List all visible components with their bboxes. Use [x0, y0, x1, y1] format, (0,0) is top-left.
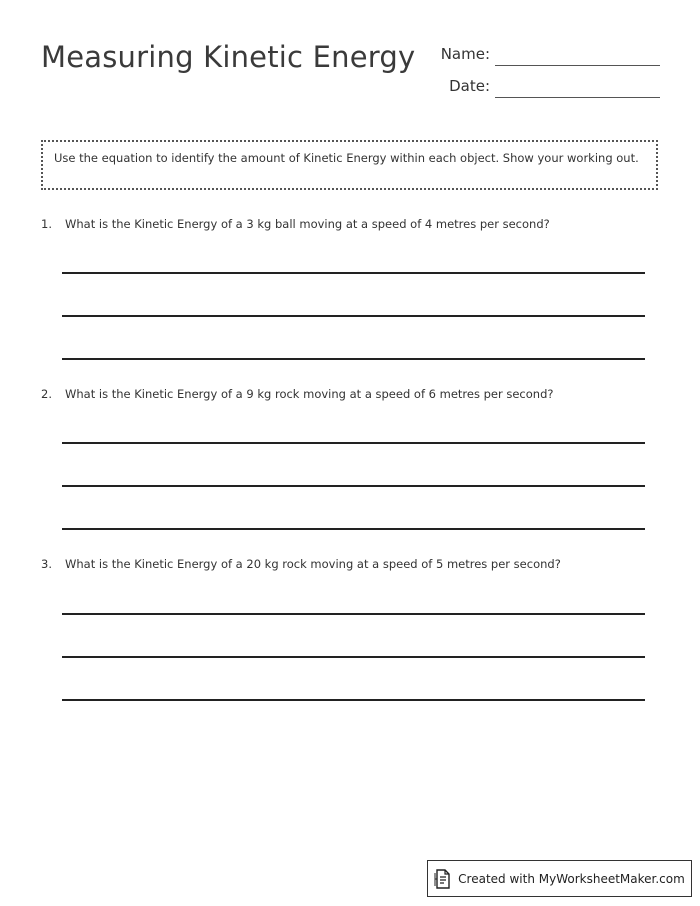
name-label: Name:	[440, 45, 490, 63]
answer-line[interactable]	[62, 272, 645, 274]
worksheet-maker-logo-icon	[434, 868, 452, 890]
answer-line[interactable]	[62, 315, 645, 317]
answer-line[interactable]	[62, 528, 645, 530]
question-number: 2.	[41, 387, 52, 401]
footer-text: Created with MyWorksheetMaker.com	[458, 871, 685, 886]
date-input-line[interactable]	[495, 97, 660, 98]
answer-line[interactable]	[62, 699, 645, 701]
date-label: Date:	[449, 77, 490, 95]
answer-line[interactable]	[62, 656, 645, 658]
question-text: What is the Kinetic Energy of a 20 kg rock moving at a speed of 5 metres per second?	[65, 557, 561, 571]
answer-line[interactable]	[62, 442, 645, 444]
question-text: What is the Kinetic Energy of a 9 kg rock moving at a speed of 6 metres per second?	[65, 387, 554, 401]
name-input-line[interactable]	[495, 65, 660, 66]
instructions-box: Use the equation to identify the amount of Kinetic Energy within each object. Show your working out.	[41, 140, 658, 190]
question-number: 3.	[41, 557, 52, 571]
question-number: 1.	[41, 217, 52, 231]
date-field[interactable]	[420, 77, 660, 101]
question-text: What is the Kinetic Energy of a 3 kg ball moving at a speed of 4 metres per second?	[65, 217, 550, 231]
footer-badge[interactable]	[427, 860, 692, 897]
answer-line[interactable]	[62, 358, 645, 360]
name-field[interactable]	[420, 45, 660, 69]
answer-line[interactable]	[62, 485, 645, 487]
answer-line[interactable]	[62, 613, 645, 615]
page-title: Measuring Kinetic Energy	[41, 40, 416, 74]
